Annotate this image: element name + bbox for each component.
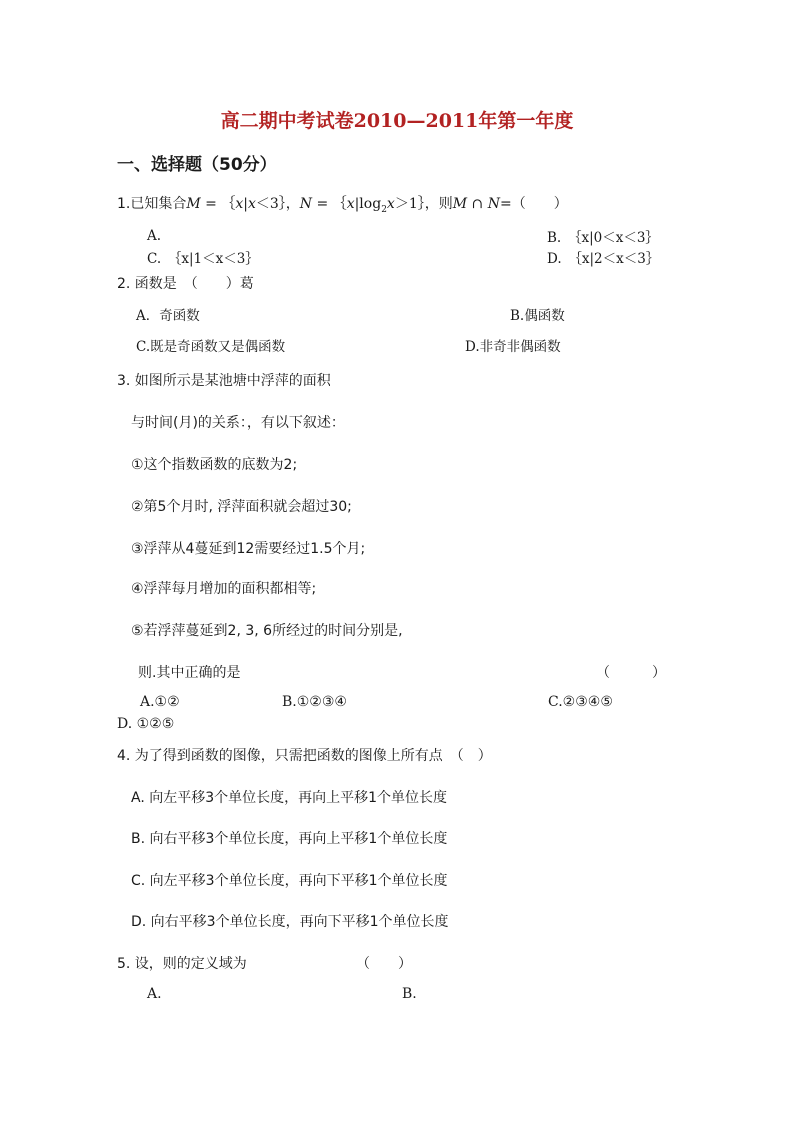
question-3-line-1: 3. 如图所示是某池塘中浮萍的面积: [117, 373, 331, 389]
q1-set-m2: M: [452, 196, 468, 212]
q1-set-n: N: [299, 196, 313, 212]
q5-option-b: B.: [402, 986, 417, 1002]
q2-option-a: A．奇函数: [136, 308, 200, 324]
q1-lead: 已知集合: [130, 196, 187, 212]
section-heading: 一、选择题（50分）: [117, 155, 277, 175]
q2-option-b: B.偶函数: [510, 308, 565, 324]
q1-eq2: = ｛: [312, 196, 347, 212]
question-1: [117, 193, 568, 215]
q1-var-x4: x: [386, 196, 395, 212]
q5-answer-paren: （ ）: [356, 956, 412, 972]
q1-set-m: M: [186, 196, 201, 212]
q1-option-d: D. ｛x|2＜x＜3｝: [547, 251, 660, 267]
q1-eq1: = ｛: [200, 196, 236, 212]
q3-statement-1: ①这个指数函数的底数为2;: [131, 457, 298, 473]
q1-lt: ＜3｝，: [255, 196, 300, 212]
q3-statement-2: ②第5个月时, 浮萍面积就会超过30;: [131, 499, 352, 515]
q4-option-c: C. 向左平移3个单位长度，再向下平移1个单位长度: [131, 873, 448, 889]
q1-gt: ＞1｝，则: [394, 196, 453, 212]
q1-tail: =（ ）: [499, 196, 568, 212]
question-5: 5. 设，则的定义域为: [117, 956, 247, 972]
q1-option-c: C. ｛x|1＜x＜3｝: [147, 251, 259, 267]
q4-option-b: B. 向右平移3个单位长度，再向上平移1个单位长度: [131, 831, 448, 847]
q2-option-d: D.非奇非偶函数: [465, 339, 561, 355]
q3-option-d: D. ①②⑤: [117, 716, 175, 732]
q1-var-x3: x: [346, 196, 355, 212]
q3-option-c: C.②③④⑤: [548, 694, 613, 710]
q3-option-b: B.①②③④: [282, 694, 347, 710]
q1-cap: ∩: [467, 196, 488, 212]
q1-option-a: A.: [147, 228, 162, 244]
q3-statement-4: ④浮萍每月增加的面积都相等;: [131, 581, 317, 597]
q4-option-a: A. 向左平移3个单位长度，再向上平移1个单位长度: [131, 790, 448, 806]
q1-var-x2: x: [247, 196, 256, 212]
page-title: 高二期中考试卷2010—2011年第一年度: [220, 110, 574, 132]
question-4: 4. 为了得到函数的图像，只需把函数的图像上所有点 （ ）: [117, 748, 492, 764]
q3-statement-5: ⑤若浮萍蔓延到2, 3, 6所经过的时间分别是,: [131, 623, 403, 639]
q4-option-d: D. 向右平移3个单位长度，再向下平移1个单位长度: [131, 914, 449, 930]
q3-option-a: A.①②: [140, 694, 180, 710]
question-2: 2. 函数是 （ ）葛: [117, 276, 254, 292]
q2-option-c: C.既是奇函数又是偶函数: [136, 339, 286, 355]
question-3-line-2: 与时间(月)的关系：，有以下叙述：: [131, 415, 345, 431]
q1-option-b: B. ｛x|0＜x＜3｝: [547, 230, 659, 246]
q5-option-a: A.: [147, 986, 162, 1002]
q3-answer-paren: （ ）: [596, 665, 666, 681]
q3-prompt: 则.其中正确的是: [138, 665, 241, 681]
q1-bar1: |: [243, 196, 248, 212]
q3-statement-3: ③浮萍从4蔓延到12需要经过1.5个月;: [131, 541, 366, 557]
q1-log-base: 2: [381, 204, 387, 215]
q1-set-n2: N: [487, 196, 500, 212]
q1-var-x1: x: [235, 196, 244, 212]
q1-number: 1.: [117, 196, 131, 212]
q1-log: |log: [354, 196, 382, 212]
